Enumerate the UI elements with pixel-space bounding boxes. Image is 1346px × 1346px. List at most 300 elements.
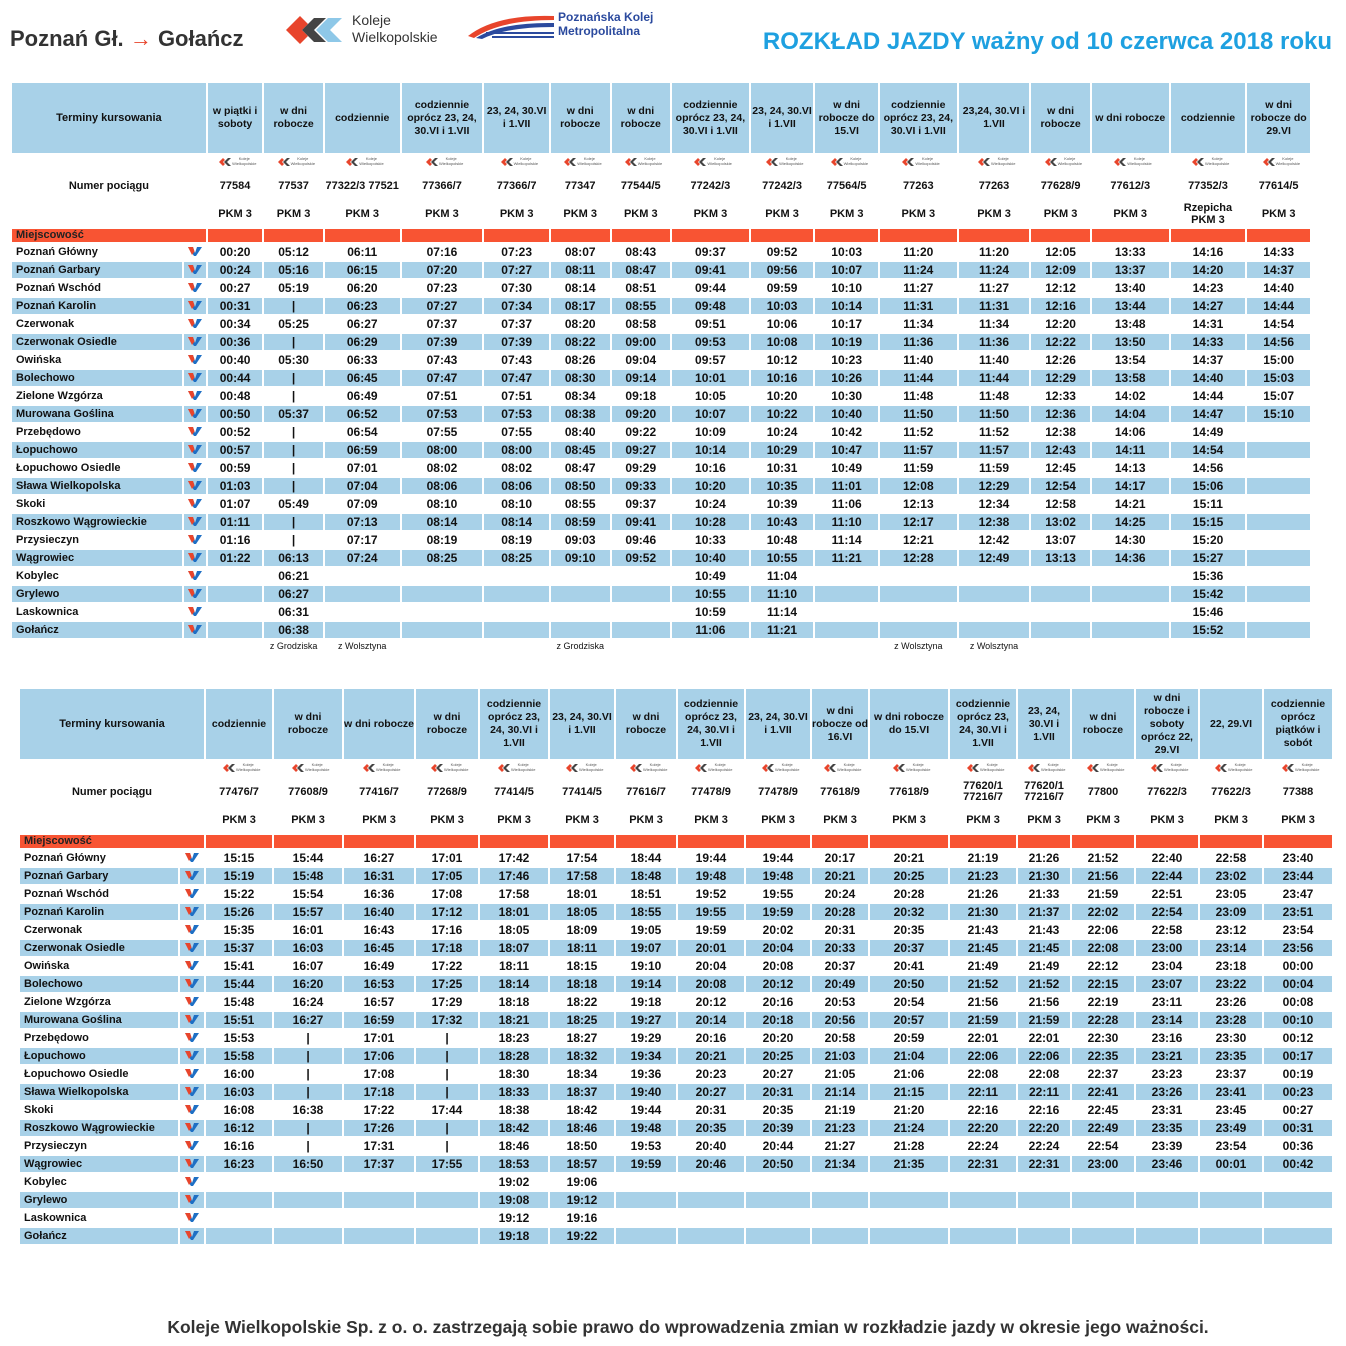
departure-time: 23:35 bbox=[1136, 1120, 1198, 1136]
departure-time: 19:44 bbox=[678, 850, 744, 866]
departure-time: 19:16 bbox=[550, 1210, 614, 1226]
station-name: Gołańcz bbox=[20, 1228, 178, 1244]
departure-time: 14:21 bbox=[1092, 496, 1169, 512]
departure-time: 20:25 bbox=[746, 1048, 810, 1064]
train-terms: w dni robocze bbox=[1092, 83, 1169, 153]
departure-time bbox=[959, 586, 1030, 602]
station-name: Murowana Goślina bbox=[20, 1012, 178, 1028]
station-row bbox=[12, 568, 1310, 584]
train-line: PKM 3 bbox=[870, 807, 948, 833]
departure-time: 20:46 bbox=[678, 1156, 744, 1172]
departure-time bbox=[1018, 1174, 1070, 1190]
departure-time: 09:10 bbox=[551, 550, 610, 566]
station-icon-cell bbox=[180, 1084, 204, 1100]
departure-time: 17:29 bbox=[416, 994, 478, 1010]
departure-time: | bbox=[264, 424, 323, 440]
departure-time: 08:02 bbox=[484, 460, 549, 476]
departure-time bbox=[1264, 1210, 1332, 1226]
departure-time bbox=[612, 568, 671, 584]
train-number: 77322/3 77521 bbox=[325, 173, 400, 199]
train-line: PKM 3 bbox=[959, 201, 1030, 227]
departure-time: 18:05 bbox=[550, 904, 614, 920]
operator-logo-cell bbox=[678, 761, 744, 777]
departure-time: 23:16 bbox=[1136, 1030, 1198, 1046]
departure-time: 14:30 bbox=[1092, 532, 1169, 548]
departure-time: 09:53 bbox=[672, 334, 749, 350]
departure-time: 16:07 bbox=[274, 958, 342, 974]
departure-time: 08:10 bbox=[484, 496, 549, 512]
departure-time: 09:20 bbox=[612, 406, 671, 422]
departure-time: 20:54 bbox=[870, 994, 948, 1010]
station-header-cell bbox=[672, 229, 749, 242]
route-to: Gołańcz bbox=[157, 26, 244, 51]
departure-time: 08:26 bbox=[551, 352, 610, 368]
logo2-line1: Poznańska Kolej bbox=[558, 10, 654, 24]
departure-time: 15:27 bbox=[1171, 550, 1246, 566]
departure-time: 20:21 bbox=[678, 1048, 744, 1064]
train-number: 77268/9 bbox=[416, 779, 478, 805]
departure-time: 10:49 bbox=[672, 568, 749, 584]
departure-time: 08:14 bbox=[551, 280, 610, 296]
departure-time: 20:18 bbox=[746, 1012, 810, 1028]
departure-time: 23:41 bbox=[1200, 1084, 1262, 1100]
train-origin-note bbox=[612, 640, 671, 652]
station-icon-cell bbox=[184, 406, 206, 422]
station-icon-cell bbox=[184, 262, 206, 278]
departure-time: 17:08 bbox=[344, 1066, 414, 1082]
train-number: 77616/7 bbox=[616, 779, 676, 805]
mini-logo-line2: Wielkopolskie bbox=[1100, 767, 1125, 773]
train-terms: codziennie oprócz 23, 24, 30.VI i 1.VII bbox=[672, 83, 749, 153]
departure-time: 07:37 bbox=[402, 316, 483, 332]
departure-time: 18:28 bbox=[480, 1048, 548, 1064]
departure-time: 20:14 bbox=[678, 1012, 744, 1028]
departure-time: 15:44 bbox=[274, 850, 342, 866]
kw-mini-logo-icon bbox=[1028, 762, 1066, 774]
departure-time: 00:42 bbox=[1264, 1156, 1332, 1172]
departure-time: 11:48 bbox=[880, 388, 957, 404]
departure-time: 19:27 bbox=[616, 1012, 676, 1028]
departure-time: 11:31 bbox=[959, 298, 1030, 314]
kw-station-icon bbox=[187, 354, 203, 368]
operator-logo-cell bbox=[1031, 155, 1090, 171]
departure-time bbox=[1264, 1228, 1332, 1244]
train-line: PKM 3 bbox=[480, 807, 548, 833]
train-number: 77263 bbox=[959, 173, 1030, 199]
departure-time: 23:45 bbox=[1200, 1102, 1262, 1118]
mini-logo-line1: Koleje bbox=[238, 156, 250, 162]
operator-logo-cell bbox=[751, 155, 814, 171]
station-header-cell bbox=[880, 229, 957, 242]
departure-time bbox=[870, 1228, 948, 1244]
departure-time bbox=[612, 586, 671, 602]
departure-time: 00:10 bbox=[1264, 1012, 1332, 1028]
departure-time: 12:26 bbox=[1031, 352, 1090, 368]
departure-time: 18:22 bbox=[550, 994, 614, 1010]
mini-logo-text bbox=[643, 762, 667, 772]
departure-time: 12:29 bbox=[959, 478, 1030, 494]
departure-time: 20:53 bbox=[812, 994, 868, 1010]
departure-time: 05:25 bbox=[264, 316, 323, 332]
train-number: 77618/9 bbox=[812, 779, 868, 805]
koleje-wielkopolskie-logo bbox=[286, 12, 466, 48]
kw-mini-logo-icon bbox=[1263, 156, 1301, 168]
departure-time: 22:11 bbox=[950, 1084, 1016, 1100]
departure-time: 20:35 bbox=[746, 1102, 810, 1118]
departure-time: 23:14 bbox=[1200, 940, 1262, 956]
departure-time bbox=[1247, 478, 1310, 494]
departure-time: 11:21 bbox=[815, 550, 878, 566]
departure-time: 23:07 bbox=[1136, 976, 1198, 992]
station-header-cell bbox=[1092, 229, 1169, 242]
departure-time bbox=[274, 1192, 342, 1208]
departure-time: 15:22 bbox=[206, 886, 272, 902]
departure-time: 19:53 bbox=[616, 1138, 676, 1154]
station-icon-cell bbox=[180, 922, 204, 938]
departure-time: 16:00 bbox=[206, 1066, 272, 1082]
departure-time bbox=[616, 1228, 676, 1244]
kw-mini-logo-icon bbox=[564, 156, 602, 168]
departure-time: 19:59 bbox=[746, 904, 810, 920]
departure-time: 23:00 bbox=[1072, 1156, 1134, 1172]
operator-logo-cell bbox=[1018, 761, 1070, 777]
departure-time: 23:23 bbox=[1136, 1066, 1198, 1082]
departure-time: 22:49 bbox=[1072, 1120, 1134, 1136]
departure-time: 19:22 bbox=[550, 1228, 614, 1244]
station-header-cell bbox=[325, 229, 400, 242]
departure-time: 13:33 bbox=[1092, 244, 1169, 260]
mini-logo-line2: Wielkopolskie bbox=[1057, 161, 1083, 167]
departure-time: 17:58 bbox=[550, 868, 614, 884]
departure-time: 20:08 bbox=[746, 958, 810, 974]
departure-time: 19:07 bbox=[616, 940, 676, 956]
departure-time: 06:27 bbox=[325, 316, 400, 332]
departure-time: 11:57 bbox=[880, 442, 957, 458]
departure-time: 12:38 bbox=[959, 514, 1030, 530]
departure-time: 22:41 bbox=[1072, 1084, 1134, 1100]
mini-logo-line1: Koleje bbox=[644, 156, 656, 162]
kw-station-icon bbox=[184, 852, 200, 866]
station-name: Łopuchowo Osiedle bbox=[20, 1066, 178, 1082]
mini-logo-line2: Wielkopolskie bbox=[637, 161, 663, 167]
departure-time: 17:08 bbox=[416, 886, 478, 902]
departure-time: 23:40 bbox=[1264, 850, 1332, 866]
station-header-cell bbox=[751, 229, 814, 242]
departure-time: 20:44 bbox=[746, 1138, 810, 1154]
departure-time bbox=[416, 1228, 478, 1244]
departure-time: 08:55 bbox=[612, 298, 671, 314]
departure-time: 06:49 bbox=[325, 388, 400, 404]
station-row bbox=[20, 904, 1332, 920]
departure-time: 20:25 bbox=[870, 868, 948, 884]
train-terms: 23, 24, 30.VI i 1.VII bbox=[550, 689, 614, 759]
departure-time bbox=[1247, 550, 1310, 566]
station-icon-cell bbox=[184, 388, 206, 404]
mini-logo-line1: Koleje bbox=[785, 156, 797, 162]
departure-time: 14:17 bbox=[1092, 478, 1169, 494]
departure-time bbox=[402, 568, 483, 584]
station-row bbox=[20, 1138, 1332, 1154]
departure-time: 09:48 bbox=[672, 298, 749, 314]
departure-time: 09:52 bbox=[751, 244, 814, 260]
departure-time: 06:38 bbox=[264, 622, 323, 638]
departure-time: 17:26 bbox=[344, 1120, 414, 1136]
departure-time: 10:19 bbox=[815, 334, 878, 350]
departure-time: 10:16 bbox=[751, 370, 814, 386]
train-terms: codziennie bbox=[206, 689, 272, 759]
train-number: 77352/3 bbox=[1171, 173, 1246, 199]
departure-time: 14:37 bbox=[1171, 352, 1246, 368]
train-terms: codziennie oprócz 23, 24, 30.VI i 1.VII bbox=[880, 83, 957, 153]
departure-time bbox=[416, 1210, 478, 1226]
departure-time: 11:14 bbox=[815, 532, 878, 548]
departure-time: 10:24 bbox=[751, 424, 814, 440]
mini-logo-text bbox=[577, 156, 601, 166]
mini-logo-text bbox=[775, 762, 799, 772]
kw-station-icon bbox=[187, 318, 203, 332]
train-number: 77478/9 bbox=[678, 779, 744, 805]
route-title bbox=[10, 26, 244, 52]
train-number: 77414/5 bbox=[480, 779, 548, 805]
station-name: Gołańcz bbox=[12, 622, 182, 638]
departure-time bbox=[746, 1192, 810, 1208]
departure-time bbox=[1200, 1210, 1262, 1226]
departure-time: 01:07 bbox=[208, 496, 263, 512]
departure-time: 11:10 bbox=[751, 586, 814, 602]
departure-time: 16:40 bbox=[344, 904, 414, 920]
mini-logo-line1: Koleje bbox=[517, 762, 529, 768]
departure-time bbox=[870, 1174, 948, 1190]
train-note-spacer bbox=[12, 640, 206, 652]
departure-time: 08:02 bbox=[402, 460, 483, 476]
mini-logo-text bbox=[906, 762, 930, 772]
mini-logo-line2: Wielkopolskie bbox=[980, 767, 1005, 773]
kw-mini-logo-icon bbox=[824, 762, 862, 774]
station-icon-cell bbox=[180, 886, 204, 902]
departure-time: 16:43 bbox=[344, 922, 414, 938]
operator-logo-cell bbox=[274, 761, 342, 777]
station-name: Laskownica bbox=[12, 604, 182, 620]
mini-logo-line2: Wielkopolskie bbox=[1164, 767, 1189, 773]
departure-time bbox=[1200, 1174, 1262, 1190]
station-row bbox=[12, 280, 1310, 296]
train-terms: w dni robocze bbox=[551, 83, 610, 153]
departure-time bbox=[1018, 1192, 1070, 1208]
departure-time: 23:18 bbox=[1200, 958, 1262, 974]
mini-logo-line2: Wielkopolskie bbox=[513, 161, 539, 167]
departure-time: 13:58 bbox=[1092, 370, 1169, 386]
kw-station-icon bbox=[187, 300, 203, 314]
departure-time: 10:20 bbox=[751, 388, 814, 404]
station-header-cell bbox=[208, 229, 263, 242]
mini-logo-line1: Koleje bbox=[714, 762, 726, 768]
station-icon-cell bbox=[180, 1066, 204, 1082]
departure-time bbox=[678, 1210, 744, 1226]
departure-time: 00:44 bbox=[208, 370, 263, 386]
train-origin-note: z Wolsztyna bbox=[880, 640, 957, 652]
train-line: PKM 3 bbox=[274, 807, 342, 833]
departure-time: 16:57 bbox=[344, 994, 414, 1010]
mini-logo-text bbox=[708, 762, 732, 772]
departure-time: | bbox=[264, 298, 323, 314]
operator-logo-cell bbox=[1171, 155, 1246, 171]
kw-station-icon bbox=[187, 264, 203, 278]
departure-time: 19:08 bbox=[480, 1192, 548, 1208]
train-note-row bbox=[12, 640, 1310, 652]
kw-mini-logo-icon bbox=[625, 156, 663, 168]
station-row bbox=[20, 958, 1332, 974]
station-row bbox=[12, 586, 1310, 602]
mini-logo-text bbox=[1100, 762, 1124, 772]
departure-time: 21:34 bbox=[812, 1156, 868, 1172]
departure-time: 05:12 bbox=[264, 244, 323, 260]
departure-time: 07:16 bbox=[402, 244, 483, 260]
train-origin-note bbox=[484, 640, 549, 652]
train-terms: codziennie oprócz 23, 24, 30.VI i 1.VII bbox=[402, 83, 483, 153]
departure-time bbox=[344, 1228, 414, 1244]
departure-time: 09:52 bbox=[612, 550, 671, 566]
operator-logo-cell bbox=[616, 761, 676, 777]
departure-time: 22:08 bbox=[1018, 1066, 1070, 1082]
departure-time: 15:37 bbox=[206, 940, 272, 956]
station-row bbox=[20, 1066, 1332, 1082]
departure-time: 20:37 bbox=[812, 958, 868, 974]
train-line: PKM 3 bbox=[344, 807, 414, 833]
station-header-cell bbox=[1264, 835, 1332, 848]
station-header-row bbox=[12, 229, 1310, 242]
departure-time: 14:20 bbox=[1171, 262, 1246, 278]
departure-time: 15:15 bbox=[1171, 514, 1246, 530]
departure-time: 07:37 bbox=[484, 316, 549, 332]
mini-logo-line1: Koleje bbox=[986, 762, 998, 768]
train-number: 77618/9 bbox=[870, 779, 948, 805]
departure-time: 21:19 bbox=[812, 1102, 868, 1118]
station-header-label: Miejscowość bbox=[20, 835, 204, 848]
mini-logo-line2: Wielkopolskie bbox=[837, 767, 862, 773]
departure-time: 14:40 bbox=[1247, 280, 1310, 296]
departure-time: 21:23 bbox=[812, 1120, 868, 1136]
departure-time: 11:34 bbox=[880, 316, 957, 332]
train-line: PKM 3 bbox=[1018, 807, 1070, 833]
departure-time: 18:42 bbox=[550, 1102, 614, 1118]
train-number: 77242/3 bbox=[751, 173, 814, 199]
departure-time: | bbox=[274, 1048, 342, 1064]
mini-logo-line2: Wielkopolskie bbox=[1041, 767, 1066, 773]
departure-time: 12:08 bbox=[880, 478, 957, 494]
kw-mini-logo-icon bbox=[1151, 762, 1189, 774]
departure-time: 14:13 bbox=[1092, 460, 1169, 476]
departure-time: 06:27 bbox=[264, 586, 323, 602]
mini-logo-line1: Koleje bbox=[781, 762, 793, 768]
departure-time: 00:04 bbox=[1264, 976, 1332, 992]
departure-time: 18:51 bbox=[616, 886, 676, 902]
departure-time bbox=[416, 1174, 478, 1190]
departure-time: 14:56 bbox=[1171, 460, 1246, 476]
departure-time: 15:03 bbox=[1247, 370, 1310, 386]
departure-time: | bbox=[274, 1030, 342, 1046]
departure-time: 16:27 bbox=[344, 850, 414, 866]
departure-time bbox=[880, 604, 957, 620]
departure-time: 22:58 bbox=[1136, 922, 1198, 938]
station-icon-cell bbox=[180, 1102, 204, 1118]
departure-time: 23:26 bbox=[1200, 994, 1262, 1010]
departure-time bbox=[1136, 1210, 1198, 1226]
kw-mini-logo-icon bbox=[1215, 762, 1253, 774]
station-icon-cell bbox=[184, 352, 206, 368]
mini-logo-line1: Koleje bbox=[997, 156, 1009, 162]
train-line: PKM 3 bbox=[1092, 201, 1169, 227]
departure-time: 16:31 bbox=[344, 868, 414, 884]
departure-time: 09:41 bbox=[612, 514, 671, 530]
train-line: PKM 3 bbox=[325, 201, 400, 227]
train-origin-note bbox=[815, 640, 878, 652]
departure-time: 20:21 bbox=[870, 850, 948, 866]
departure-time: 13:50 bbox=[1092, 334, 1169, 350]
station-name: Łopuchowo bbox=[12, 442, 182, 458]
departure-time bbox=[1072, 1210, 1134, 1226]
departure-time: 01:03 bbox=[208, 478, 263, 494]
train-line: PKM 3 bbox=[402, 201, 483, 227]
station-icon-cell bbox=[184, 442, 206, 458]
mini-logo-line2: Wielkopolskie bbox=[359, 161, 384, 167]
departure-time: 10:14 bbox=[815, 298, 878, 314]
departure-time: | bbox=[416, 1066, 478, 1082]
departure-time: 19:36 bbox=[616, 1066, 676, 1082]
station-icon-cell bbox=[184, 244, 206, 260]
departure-time: 08:11 bbox=[551, 262, 610, 278]
station-icon-cell bbox=[180, 1048, 204, 1064]
mini-logo-text bbox=[1127, 156, 1151, 166]
departure-time: 07:13 bbox=[325, 514, 400, 530]
departure-time: 01:22 bbox=[208, 550, 263, 566]
departure-time: 12:42 bbox=[959, 532, 1030, 548]
departure-time: 11:52 bbox=[959, 424, 1030, 440]
station-name: Poznań Wschód bbox=[20, 886, 178, 902]
departure-time: 21:26 bbox=[1018, 850, 1070, 866]
departure-time: 06:20 bbox=[325, 280, 400, 296]
departure-time: 12:17 bbox=[880, 514, 957, 530]
departure-time: 10:33 bbox=[672, 532, 749, 548]
departure-time: 08:06 bbox=[402, 478, 483, 494]
departure-time: 09:44 bbox=[672, 280, 749, 296]
departure-time: 07:09 bbox=[325, 496, 400, 512]
station-icon-cell bbox=[184, 532, 206, 548]
train-number-label: Numer pociągu bbox=[12, 173, 206, 199]
departure-time: 10:40 bbox=[815, 406, 878, 422]
departure-time: 22:58 bbox=[1200, 850, 1262, 866]
kw-station-icon bbox=[187, 570, 203, 584]
train-terms: w dni robocze bbox=[274, 689, 342, 759]
mini-logo-text bbox=[638, 156, 662, 166]
train-origin-note bbox=[1171, 640, 1246, 652]
departure-time: 20:08 bbox=[678, 976, 744, 992]
departure-time: 08:00 bbox=[484, 442, 549, 458]
station-header-cell bbox=[206, 835, 272, 848]
departure-time: 18:15 bbox=[550, 958, 614, 974]
operator-logo-cell bbox=[416, 761, 478, 777]
mini-logo-line2: Wielkopolskie bbox=[1275, 161, 1301, 167]
departure-time: 21:20 bbox=[870, 1102, 948, 1118]
departure-time bbox=[402, 622, 483, 638]
departure-time: 20:32 bbox=[870, 904, 948, 920]
departure-time: 12:22 bbox=[1031, 334, 1090, 350]
departure-time: 15:26 bbox=[206, 904, 272, 920]
departure-time: 21:30 bbox=[1018, 868, 1070, 884]
departure-time: 00:36 bbox=[208, 334, 263, 350]
departure-time bbox=[746, 1228, 810, 1244]
mini-logo-text bbox=[376, 762, 400, 772]
departure-time: 20:39 bbox=[746, 1120, 810, 1136]
